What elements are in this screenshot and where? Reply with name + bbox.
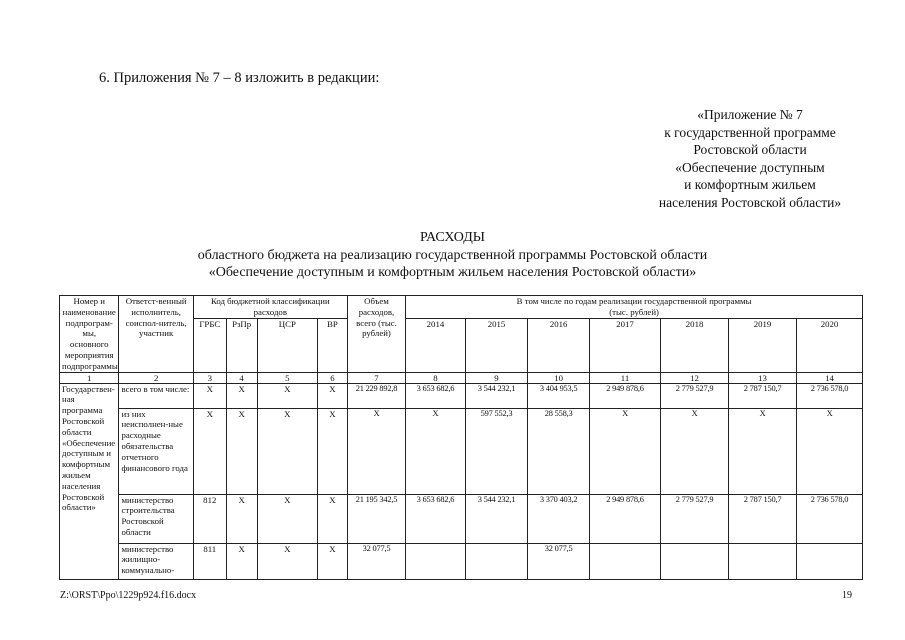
table-cell: Х <box>226 408 257 494</box>
column-index: 7 <box>347 372 405 383</box>
header-year: 2015 <box>465 319 528 372</box>
table-row <box>60 408 863 494</box>
table-cell: 811 <box>193 543 226 579</box>
column-index: 9 <box>465 372 528 383</box>
table-cell: 3 653 682,6 <box>406 383 465 408</box>
table-cell <box>406 543 465 579</box>
table-cell <box>465 543 528 579</box>
header-by-years-title: В том числе по годам реализации государственной программы <box>516 296 752 306</box>
table-cell: 2 779 527,9 <box>661 494 729 543</box>
appendix-line: и комфортным жильем <box>684 177 816 192</box>
table-cell: 812 <box>193 494 226 543</box>
header-volume: Объем расходов, всего (тыс. рублей) <box>347 296 405 373</box>
table-cell: Х <box>193 383 226 408</box>
table-row <box>60 494 863 543</box>
column-index: 12 <box>661 372 729 383</box>
column-index: 3 <box>193 372 226 383</box>
table-cell: Х <box>257 494 318 543</box>
program-name-cell: Государствен-ная программа Ростовской области «Обеспечение доступным и комфортным жильем населения Ростовской области» <box>60 383 119 579</box>
column-index: 5 <box>257 372 318 383</box>
page-number: 19 <box>842 590 852 601</box>
table-cell <box>797 543 863 579</box>
table-cell <box>589 543 660 579</box>
header-year: 2020 <box>797 319 863 372</box>
table-row <box>60 543 863 579</box>
table-cell: Х <box>729 408 797 494</box>
title-line: «Обеспечение доступным и комфортным жильем населения Ростовской области» <box>208 265 697 280</box>
table-cell: 2 949 878,6 <box>589 494 660 543</box>
table-cell: Х <box>226 494 257 543</box>
table-cell: 2 787 150,7 <box>729 383 797 408</box>
table-cell: 2 949 878,6 <box>589 383 660 408</box>
header-year: 2017 <box>589 319 660 372</box>
table-cell: 32 077,5 <box>347 543 405 579</box>
table-cell: 2 736 578,0 <box>797 383 863 408</box>
header-rzpr: РзПр <box>226 319 257 372</box>
header-grbs: ГРБС <box>193 319 226 372</box>
amendment-intro: 6. Приложения № 7 – 8 изложить в редакции: <box>99 70 380 86</box>
executor-cell: министерство строительства Ростовской области <box>119 494 193 543</box>
header-by-years <box>406 296 863 319</box>
appendix-line: Ростовской области <box>693 142 807 157</box>
appendix-line: «Приложение № 7 <box>697 107 803 122</box>
title-line: областного бюджета на реализацию государственной программы Ростовской области <box>197 247 708 263</box>
header-budget-code: Код бюджетной классификации расходов <box>193 296 347 319</box>
table-cell: Х <box>406 408 465 494</box>
table-cell: Х <box>318 494 348 543</box>
column-index-row <box>60 372 863 383</box>
table-cell: Х <box>257 383 318 408</box>
table-cell: 3 404 953,5 <box>528 383 590 408</box>
column-index: 4 <box>226 372 257 383</box>
table-cell: 28 558,3 <box>528 408 590 494</box>
header-executor: Ответст-венный исполнитель, соиспол-нитель, участник <box>119 296 193 373</box>
table-cell: 2 779 527,9 <box>661 383 729 408</box>
executor-cell: из них неисполнен-ные расходные обязательства отчетного финансового года <box>119 408 193 494</box>
executor-cell: всего в том числе: <box>119 383 193 408</box>
executor-cell: министерство жилищно-коммунально- <box>119 543 193 579</box>
appendix-heading <box>600 106 900 211</box>
document-title <box>0 229 905 282</box>
table-cell: 2 736 578,0 <box>797 494 863 543</box>
table-cell: Х <box>318 408 348 494</box>
appendix-line: «Обеспечение доступным <box>675 159 825 175</box>
column-index: 6 <box>318 372 348 383</box>
column-index: 2 <box>119 372 193 383</box>
table-cell: Х <box>589 408 660 494</box>
column-index: 11 <box>589 372 660 383</box>
table-cell: 2 787 150,7 <box>729 494 797 543</box>
header-program: Номер и наименование подпрограм-мы, основного мероприятия подпрограммы <box>60 296 119 373</box>
table-cell: Х <box>661 408 729 494</box>
table-row <box>60 383 863 408</box>
table-cell: Х <box>226 543 257 579</box>
table-cell: Х <box>318 383 348 408</box>
table-cell <box>729 543 797 579</box>
appendix-line: к государственной программе <box>664 124 836 140</box>
table-cell: 597 552,3 <box>465 408 528 494</box>
table-cell: Х <box>318 543 348 579</box>
table-cell: Х <box>193 408 226 494</box>
table-cell: 3 653 682,6 <box>406 494 465 543</box>
table-cell: Х <box>257 408 318 494</box>
table-cell <box>661 543 729 579</box>
appendix-line: населения Ростовской области» <box>658 194 842 210</box>
table-cell: Х <box>257 543 318 579</box>
table-cell: 21 229 892,8 <box>347 383 405 408</box>
table-cell: 3 544 232,1 <box>465 494 528 543</box>
table-cell: Х <box>797 408 863 494</box>
table-cell: 3 370 403,2 <box>528 494 590 543</box>
title-main: РАСХОДЫ <box>420 230 485 245</box>
header-year: 2016 <box>528 319 590 372</box>
header-csr: ЦСР <box>257 319 318 372</box>
header-by-years-unit: (тыс. рублей) <box>609 306 659 317</box>
table-cell: 32 077,5 <box>528 543 590 579</box>
expenses-table <box>59 295 863 580</box>
column-index: 14 <box>797 372 863 383</box>
column-index: 8 <box>406 372 465 383</box>
table-cell: 21 195 342,5 <box>347 494 405 543</box>
header-vr: ВР <box>318 319 348 372</box>
footer-file-path: Z:\ORST\Ppo\1229p924.f16.docx <box>60 590 197 601</box>
table-cell: Х <box>347 408 405 494</box>
column-index: 10 <box>528 372 590 383</box>
header-year: 2014 <box>406 319 465 372</box>
table-cell: 3 544 232,1 <box>465 383 528 408</box>
header-year: 2019 <box>729 319 797 372</box>
header-year: 2018 <box>661 319 729 372</box>
column-index: 1 <box>60 372 119 383</box>
table-cell: Х <box>226 383 257 408</box>
column-index: 13 <box>729 372 797 383</box>
header-row <box>60 296 863 319</box>
